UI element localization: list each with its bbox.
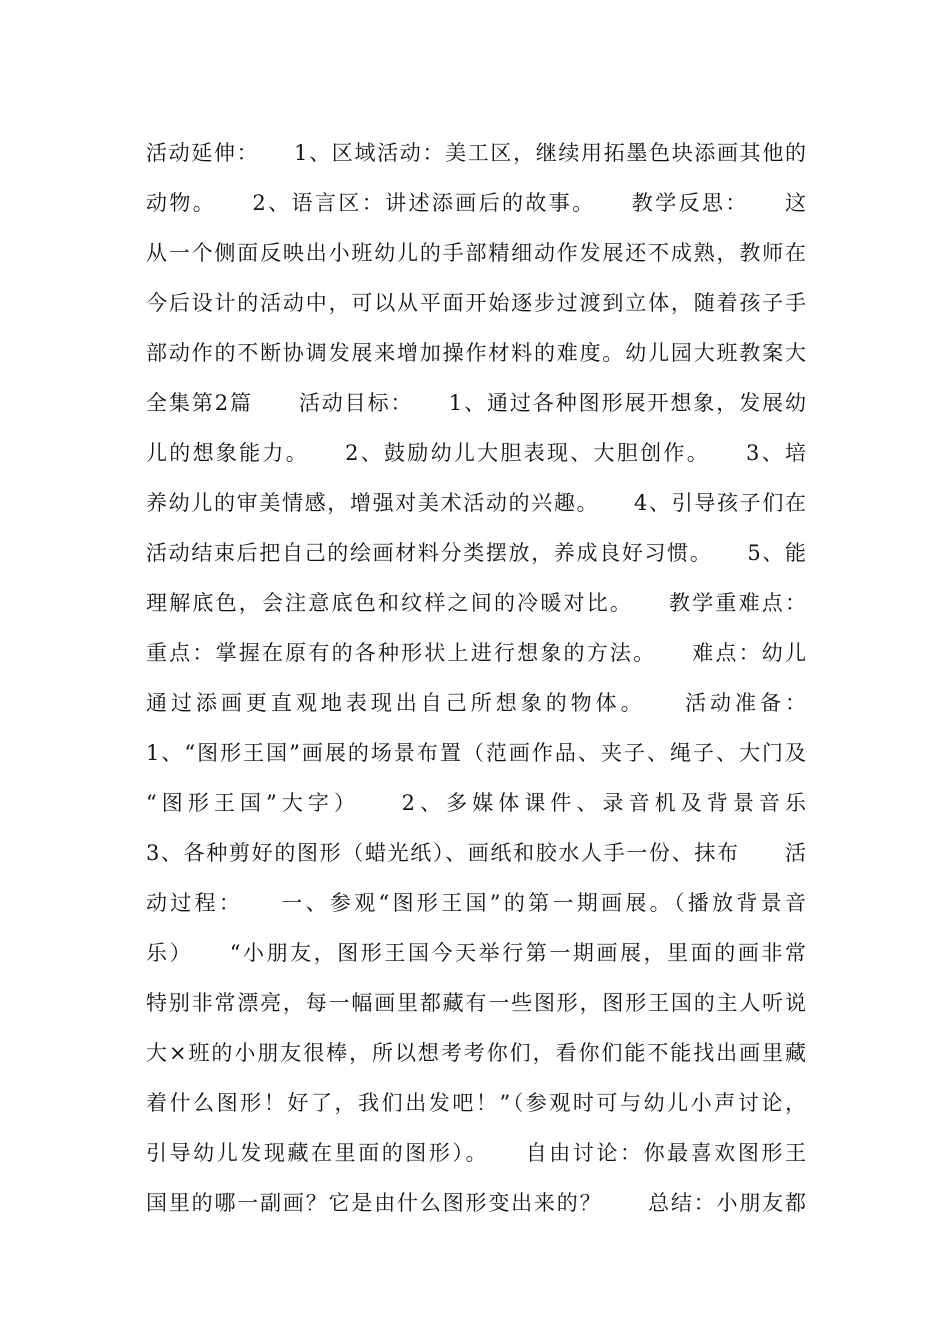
text-line: 从一个侧面反映出小班幼儿的手部精细动作发展还不成熟，教师在 [146,241,806,265]
text-line: 儿的想象能力。 2、鼓励幼儿大胆表现、大胆创作。 3、培 [146,441,806,465]
text-line: 部动作的不断协调发展来增加操作材料的难度。幼儿园大班教案大 [146,341,806,365]
text-line: 着什么图形！好了，我们出发吧！”（参观时可与幼儿小声讨论， [146,1091,806,1115]
text-line: 理解底色，会注意底色和纹样之间的冷暖对比。 教学重难点： [146,591,806,615]
text-line: 通过添画更直观地表现出自己所想象的物体。 活动准备： [146,691,806,715]
text-line: 今后设计的活动中，可以从平面开始逐步过渡到立体，随着孩子手 [146,291,806,315]
text-line: 动物。 2、语言区：讲述添画后的故事。 教学反思： 这 [146,191,806,215]
text-line: 全集第2篇 活动目标： 1、通过各种图形展开想象，发展幼 [146,391,806,415]
text-line: 特别非常漂亮，每一幅画里都藏有一些图形，图形王国的主人听说 [146,991,806,1015]
text-line: 国里的哪一副画？它是由什么图形变出来的？ 总结：小朋友都 [146,1191,806,1215]
text-line: 大×班的小朋友很棒，所以想考考你们，看你们能不能找出画里藏 [146,1041,806,1065]
body-text [146,128,806,1228]
text-line: 活动延伸： 1、区域活动：美工区，继续用拓墨色块添画其他的 [146,141,806,165]
text-line: 活动结束后把自己的绘画材料分类摆放，养成良好习惯。 5、能 [146,541,806,565]
text-line: “图形王国”大字） 2、多媒体课件、录音机及背景音乐 [146,791,806,815]
text-line: 重点：掌握在原有的各种形状上进行想象的方法。 难点：幼儿 [146,641,806,665]
text-line: 1、“图形王国”画展的场景布置（范画作品、夹子、绳子、大门及 [146,741,806,765]
text-line: 乐） “小朋友，图形王国今天举行第一期画展，里面的画非常 [146,941,806,965]
text-line: 引导幼儿发现藏在里面的图形）。 自由讨论：你最喜欢图形王 [146,1141,806,1165]
text-line: 动过程： 一、参观“图形王国”的第一期画展。（播放背景音 [146,891,806,915]
text-line: 养幼儿的审美情感，增强对美术活动的兴趣。 4、引导孩子们在 [146,491,806,515]
text-line: 3、各种剪好的图形（蜡光纸）、画纸和胶水人手一份、抹布 活 [146,841,806,865]
